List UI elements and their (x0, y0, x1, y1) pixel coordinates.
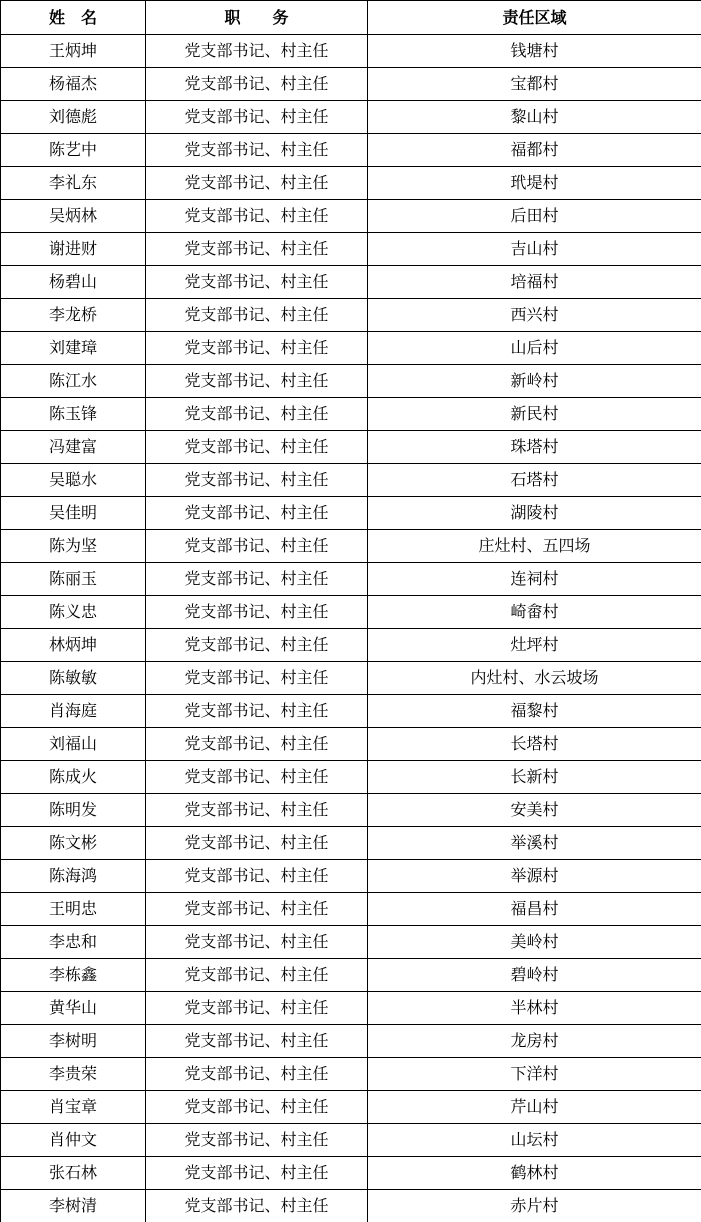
cell-name: 冯建富 (1, 431, 146, 464)
cell-position: 党支部书记、村主任 (146, 992, 368, 1025)
cell-responsibility-area: 西兴村 (368, 299, 701, 332)
cell-name: 肖海庭 (1, 695, 146, 728)
table-row (1, 1091, 701, 1124)
cell-responsibility-area: 培福村 (368, 266, 701, 299)
cell-name: 李礼东 (1, 167, 146, 200)
cell-position: 党支部书记、村主任 (146, 233, 368, 266)
cell-position: 党支部书记、村主任 (146, 299, 368, 332)
cell-position: 党支部书记、村主任 (146, 200, 368, 233)
table-row (1, 794, 701, 827)
cell-position: 党支部书记、村主任 (146, 926, 368, 959)
cell-position: 党支部书记、村主任 (146, 695, 368, 728)
cell-position: 党支部书记、村主任 (146, 530, 368, 563)
cell-name: 陈义忠 (1, 596, 146, 629)
table-row (1, 68, 701, 101)
cell-name: 肖宝章 (1, 1091, 146, 1124)
table-row (1, 35, 701, 68)
cell-name: 陈玉锋 (1, 398, 146, 431)
cell-name: 王明忠 (1, 893, 146, 926)
cell-position: 党支部书记、村主任 (146, 794, 368, 827)
table-row (1, 299, 701, 332)
cell-responsibility-area: 宝都村 (368, 68, 701, 101)
header-row (1, 1, 701, 35)
cell-position: 党支部书记、村主任 (146, 1157, 368, 1190)
cell-name: 杨福杰 (1, 68, 146, 101)
cell-responsibility-area: 崎畲村 (368, 596, 701, 629)
cell-responsibility-area: 福都村 (368, 134, 701, 167)
cell-position: 党支部书记、村主任 (146, 398, 368, 431)
cell-responsibility-area: 赤片村 (368, 1190, 701, 1222)
cell-name: 王炳坤 (1, 35, 146, 68)
table-row (1, 1124, 701, 1157)
cell-responsibility-area: 安美村 (368, 794, 701, 827)
table-row (1, 332, 701, 365)
cell-responsibility-area: 庄灶村、五四场 (368, 530, 701, 563)
table-row (1, 728, 701, 761)
cell-position: 党支部书记、村主任 (146, 1091, 368, 1124)
cell-name: 肖仲文 (1, 1124, 146, 1157)
table-row (1, 959, 701, 992)
cell-responsibility-area: 后田村 (368, 200, 701, 233)
cell-responsibility-area: 长新村 (368, 761, 701, 794)
cell-name: 陈为坚 (1, 530, 146, 563)
table-row (1, 200, 701, 233)
table-row (1, 497, 701, 530)
cell-responsibility-area: 碧岭村 (368, 959, 701, 992)
cell-position: 党支部书记、村主任 (146, 101, 368, 134)
cell-responsibility-area: 龙房村 (368, 1025, 701, 1058)
table-row (1, 1025, 701, 1058)
cell-position: 党支部书记、村主任 (146, 629, 368, 662)
cell-responsibility-area: 玳堤村 (368, 167, 701, 200)
cell-name: 谢进财 (1, 233, 146, 266)
table-row (1, 992, 701, 1025)
cell-position: 党支部书记、村主任 (146, 497, 368, 530)
cell-name: 陈艺中 (1, 134, 146, 167)
table-row (1, 893, 701, 926)
cell-position: 党支部书记、村主任 (146, 1025, 368, 1058)
table-row (1, 266, 701, 299)
table-row (1, 1058, 701, 1091)
cell-position: 党支部书记、村主任 (146, 365, 368, 398)
table-row (1, 530, 701, 563)
cell-responsibility-area: 美岭村 (368, 926, 701, 959)
cell-responsibility-area: 山坛村 (368, 1124, 701, 1157)
cell-position: 党支部书记、村主任 (146, 827, 368, 860)
table-row (1, 101, 701, 134)
cell-responsibility-area: 连祠村 (368, 563, 701, 596)
header-position: 职 务 (146, 1, 368, 35)
cell-name: 陈丽玉 (1, 563, 146, 596)
table-row (1, 398, 701, 431)
cell-responsibility-area: 举溪村 (368, 827, 701, 860)
cell-name: 陈敏敏 (1, 662, 146, 695)
cell-responsibility-area: 下洋村 (368, 1058, 701, 1091)
cell-position: 党支部书记、村主任 (146, 464, 368, 497)
cell-position: 党支部书记、村主任 (146, 959, 368, 992)
cell-position: 党支部书记、村主任 (146, 266, 368, 299)
cell-name: 陈文彬 (1, 827, 146, 860)
cell-responsibility-area: 湖陵村 (368, 497, 701, 530)
table-row (1, 827, 701, 860)
cell-responsibility-area: 半林村 (368, 992, 701, 1025)
cell-name: 陈明发 (1, 794, 146, 827)
cell-name: 杨碧山 (1, 266, 146, 299)
cell-name: 黄华山 (1, 992, 146, 1025)
table-row (1, 860, 701, 893)
cell-responsibility-area: 福黎村 (368, 695, 701, 728)
cell-name: 吴佳明 (1, 497, 146, 530)
cell-responsibility-area: 鹤林村 (368, 1157, 701, 1190)
table-row (1, 926, 701, 959)
cell-name: 吴炳林 (1, 200, 146, 233)
table-row (1, 431, 701, 464)
cell-responsibility-area: 钱塘村 (368, 35, 701, 68)
cell-position: 党支部书记、村主任 (146, 134, 368, 167)
cell-responsibility-area: 石塔村 (368, 464, 701, 497)
table-row (1, 1190, 701, 1222)
cell-responsibility-area: 福昌村 (368, 893, 701, 926)
cell-responsibility-area: 吉山村 (368, 233, 701, 266)
table-row (1, 695, 701, 728)
cell-name: 刘德彪 (1, 101, 146, 134)
cell-position: 党支部书记、村主任 (146, 860, 368, 893)
cell-responsibility-area: 芹山村 (368, 1091, 701, 1124)
table-body (1, 35, 701, 1222)
cell-responsibility-area: 山后村 (368, 332, 701, 365)
cell-responsibility-area: 新岭村 (368, 365, 701, 398)
cell-name: 林炳坤 (1, 629, 146, 662)
table-row (1, 134, 701, 167)
cell-responsibility-area: 内灶村、水云坡场 (368, 662, 701, 695)
cell-responsibility-area: 长塔村 (368, 728, 701, 761)
cell-name: 陈成火 (1, 761, 146, 794)
cell-responsibility-area: 新民村 (368, 398, 701, 431)
table-row (1, 464, 701, 497)
header-responsibility-area: 责任区域 (368, 1, 701, 35)
table-row (1, 233, 701, 266)
cell-position: 党支部书记、村主任 (146, 1058, 368, 1091)
cell-position: 党支部书记、村主任 (146, 1190, 368, 1222)
cell-position: 党支部书记、村主任 (146, 662, 368, 695)
table-row (1, 1157, 701, 1190)
cell-position: 党支部书记、村主任 (146, 35, 368, 68)
cell-responsibility-area: 黎山村 (368, 101, 701, 134)
cell-name: 吴聪水 (1, 464, 146, 497)
table-row (1, 629, 701, 662)
cell-position: 党支部书记、村主任 (146, 893, 368, 926)
table-row (1, 761, 701, 794)
cell-position: 党支部书记、村主任 (146, 332, 368, 365)
cell-responsibility-area: 珠塔村 (368, 431, 701, 464)
table-row (1, 596, 701, 629)
cell-name: 张石林 (1, 1157, 146, 1190)
cell-responsibility-area: 灶坪村 (368, 629, 701, 662)
cell-name: 刘建璋 (1, 332, 146, 365)
cell-name: 李龙桥 (1, 299, 146, 332)
cell-name: 刘福山 (1, 728, 146, 761)
table-row (1, 563, 701, 596)
cell-position: 党支部书记、村主任 (146, 728, 368, 761)
cell-position: 党支部书记、村主任 (146, 68, 368, 101)
cell-responsibility-area: 举源村 (368, 860, 701, 893)
cell-name: 李树清 (1, 1190, 146, 1222)
table-row (1, 167, 701, 200)
cell-name: 陈海鸿 (1, 860, 146, 893)
table-header (1, 1, 701, 35)
cell-position: 党支部书记、村主任 (146, 167, 368, 200)
cell-name: 李贵荣 (1, 1058, 146, 1091)
cell-position: 党支部书记、村主任 (146, 431, 368, 464)
header-name: 姓 名 (1, 1, 146, 35)
cell-position: 党支部书记、村主任 (146, 563, 368, 596)
cell-name: 陈江水 (1, 365, 146, 398)
table-row (1, 662, 701, 695)
table-row (1, 365, 701, 398)
cell-position: 党支部书记、村主任 (146, 1124, 368, 1157)
cell-name: 李栋鑫 (1, 959, 146, 992)
cell-name: 李树明 (1, 1025, 146, 1058)
cell-name: 李忠和 (1, 926, 146, 959)
cell-position: 党支部书记、村主任 (146, 761, 368, 794)
cell-position: 党支部书记、村主任 (146, 596, 368, 629)
